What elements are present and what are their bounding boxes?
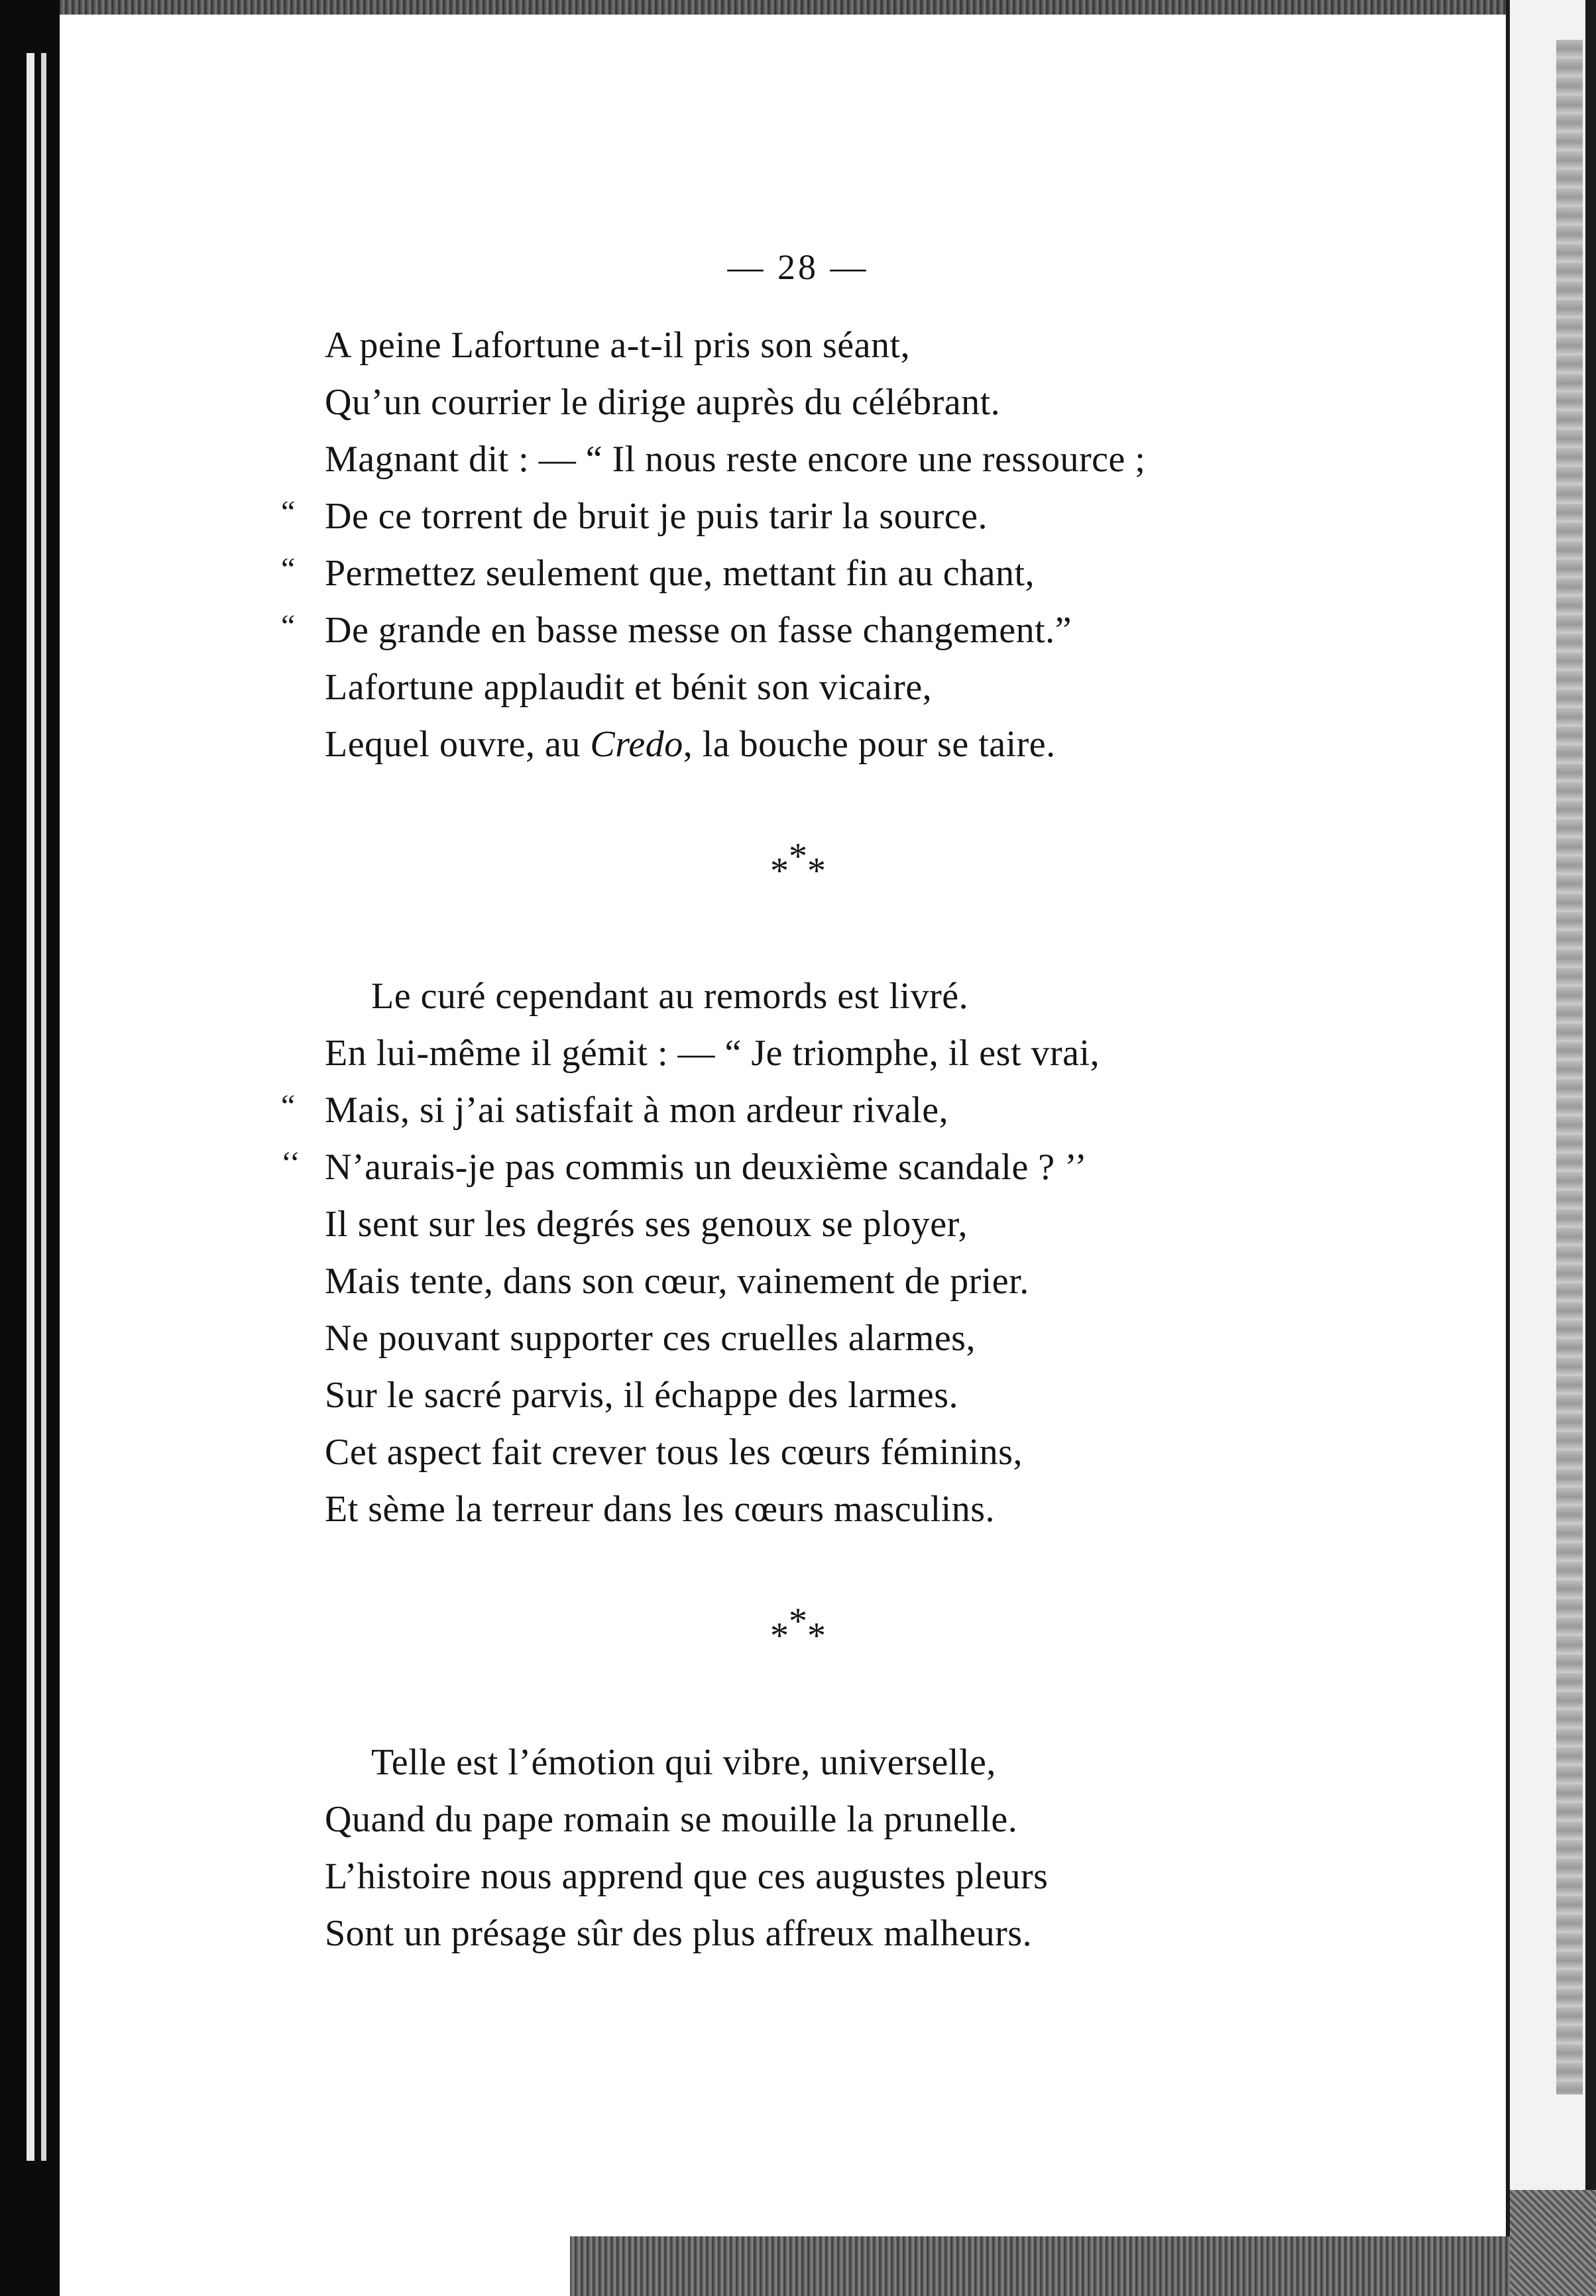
asterisk-left: * [770,850,789,891]
verse-text: Sont un présage sûr des plus affreux malheurs. [325,1913,1033,1954]
quote-mark: “ [281,494,296,530]
verse-text: Telle est l’émotion qui vibre, universelle, [371,1742,996,1783]
quote-mark: ‘‘ [281,1145,301,1180]
quote-mark: “ [281,608,296,644]
verse-line [325,374,1145,431]
verse-text: Cet aspect fait crever tous les cœurs féminins, [325,1432,1023,1473]
asterisk-left: * [770,1615,789,1656]
asterisk-right: * [807,1615,826,1656]
verse-text: Lequel ouvre, au [325,724,591,765]
verse-line [281,545,1145,602]
asterism-separator [0,836,1596,891]
verse-text: Qu’un courrier le dirige auprès du célébrant. [325,382,1001,423]
verse-text: Et sème la terreur dans les cœurs masculins. [325,1489,996,1530]
verse-line [325,1253,1100,1310]
verse-text: Sur le sacré parvis, il échappe des larmes. [325,1375,959,1416]
stanza-2 [281,968,1100,1538]
verse-text: Le curé cependant au remords est livré. [371,976,969,1017]
verse-text: Il sent sur les degrés ses genoux se ployer, [325,1204,968,1245]
verse-text: Mais, si j’ai satisfait à mon ardeur rivale, [325,1090,949,1131]
quote-mark: “ [281,551,296,587]
page-stack-edge [41,53,46,2161]
left-scan-edge [0,0,60,2296]
bottom-scan-edge [570,2236,1511,2296]
verse-text: A peine Lafortune a-t-il pris son séant, [325,325,911,366]
verse-line [281,1082,1100,1139]
verse-line [325,431,1145,488]
verse-text: , la bouche pour se taire. [683,724,1056,765]
verse-text: Magnant dit : — “ Il nous reste encore une ressource ; [325,439,1146,480]
verse-line [325,1734,1048,1791]
page-stack-edge [27,53,34,2161]
quote-mark: “ [281,1088,296,1123]
verse-line [325,659,1145,716]
right-scan-border [1585,0,1596,2296]
right-scan-edge [1506,0,1596,2296]
verse-line [325,317,1145,374]
verse-line [325,1905,1048,1962]
verse-line [325,1310,1100,1367]
stanza-1 [281,317,1146,773]
verse-line [325,1791,1048,1848]
italic-word: Credo [590,724,683,765]
verse-line [325,1424,1100,1481]
verse-text: L’histoire nous apprend que ces augustes pleurs [325,1856,1049,1897]
stanza-3 [325,1734,1048,1962]
page-fore-edge [1556,40,1583,2095]
verse-line [281,602,1145,659]
verse-line [281,1139,1100,1196]
verse-line [325,1025,1100,1082]
verse-line [325,1196,1100,1253]
asterisk-top: * [789,1601,807,1642]
top-scan-edge [60,0,1511,15]
asterism-separator [0,1601,1596,1656]
verse-line [325,968,1100,1025]
verse-text: De grande en basse messe on fasse changement.” [325,610,1072,651]
verse-text: N’aurais-je pas commis un deuxième scandale ? ’’ [325,1147,1088,1188]
bottom-corner-texture [1510,2190,1596,2296]
asterisk-right: * [807,850,826,891]
verse-line [325,1848,1048,1905]
verse-text: Quand du pape romain se mouille la prunelle. [325,1799,1018,1840]
verse-line [325,1367,1100,1424]
page-number: — 28 — [727,247,869,287]
verse-text: En lui-même il gémit : — “ Je triomphe, il est vrai, [325,1033,1100,1074]
verse-line [281,488,1145,545]
verse-text: Mais tente, dans son cœur, vainement de prier. [325,1261,1029,1302]
asterisk-top: * [789,836,807,877]
verse-text: Lafortune applaudit et bénit son vicaire, [325,667,933,708]
verse-text: Permettez seulement que, mettant fin au chant, [325,553,1035,594]
verse-line [325,1481,1100,1538]
verse-text: De ce torrent de bruit je puis tarir la source. [325,496,988,537]
verse-text: Ne pouvant supporter ces cruelles alarmes, [325,1318,976,1359]
verse-line [325,716,1145,773]
